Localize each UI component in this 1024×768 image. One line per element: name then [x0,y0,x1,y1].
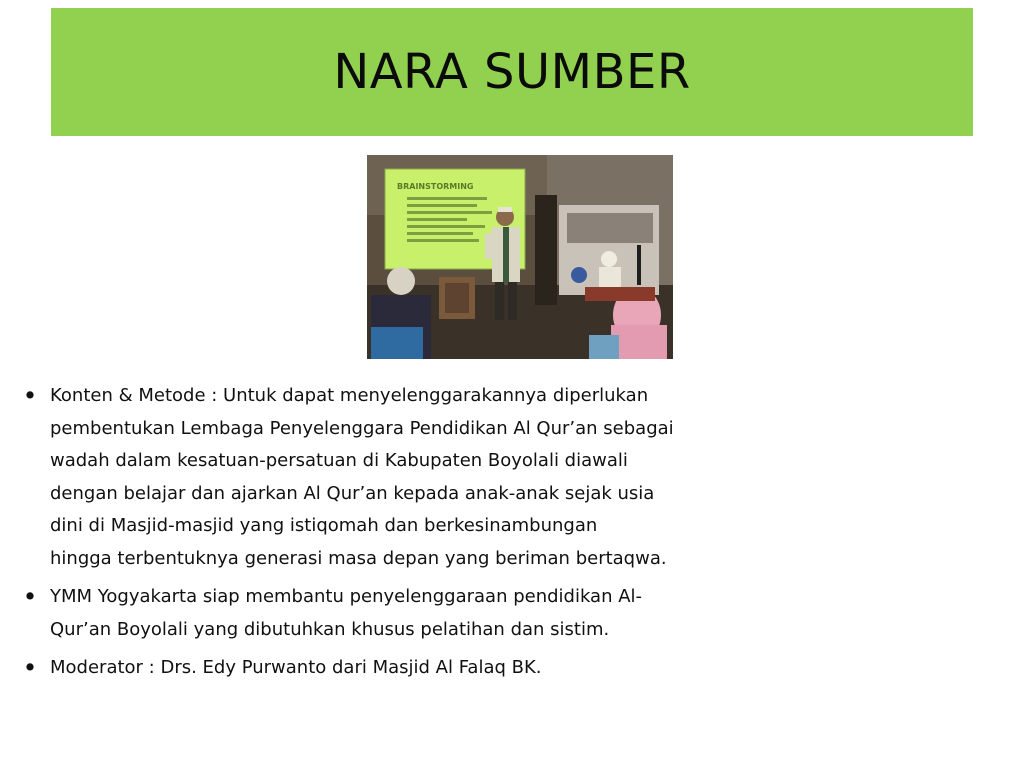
title-banner [51,8,973,136]
bullet-line: YMM Yogyakarta siap membantu penyelenggaraan pendidikan Al- [50,586,643,607]
bullet-marker: • [22,582,38,611]
bullet-line: Konten & Metode : Untuk dapat menyelenggarakannya diperlukan [50,385,649,406]
bullet-line: hingga terbentuknya generasi masa depan yang beriman bertaqwa. [50,547,667,569]
bullet-line: wadah dalam kesatuan-persatuan di Kabupaten Boyolali diawali [50,450,628,471]
bullet-marker: • [22,381,38,410]
bullet-line: pembentukan Lembaga Penyelenggara Pendidikan Al Qur’an sebagai [50,417,674,439]
bullet-text [50,581,1010,646]
bullet-line: dini di Masjid-masjid yang istiqomah dan berkesinambungan [50,515,598,536]
slide-title: NARA SUMBER [333,44,691,100]
bullet-text [50,380,1010,575]
bullet-marker: • [22,653,38,682]
seminar-photo-illustration [367,155,673,359]
bullet-item-moderator [20,652,1010,685]
bullet-line: dengan belajar dan ajarkan Al Qur’an kepada anak-anak sejak usia [50,482,655,504]
bullet-list [20,380,1010,691]
bullet-text [50,652,1010,685]
bullet-item-ymm [20,581,1010,646]
bullet-line: Qur’an Boyolali yang dibutuhkan khusus pelatihan dan sistim. [50,618,610,640]
screen-heading: BRAINSTORMING [397,182,474,191]
bullet-line: Moderator : Drs. Edy Purwanto dari Masjid Al Falaq BK. [50,657,542,678]
bullet-item-content-method [20,380,1010,575]
seminar-photo [367,155,673,359]
